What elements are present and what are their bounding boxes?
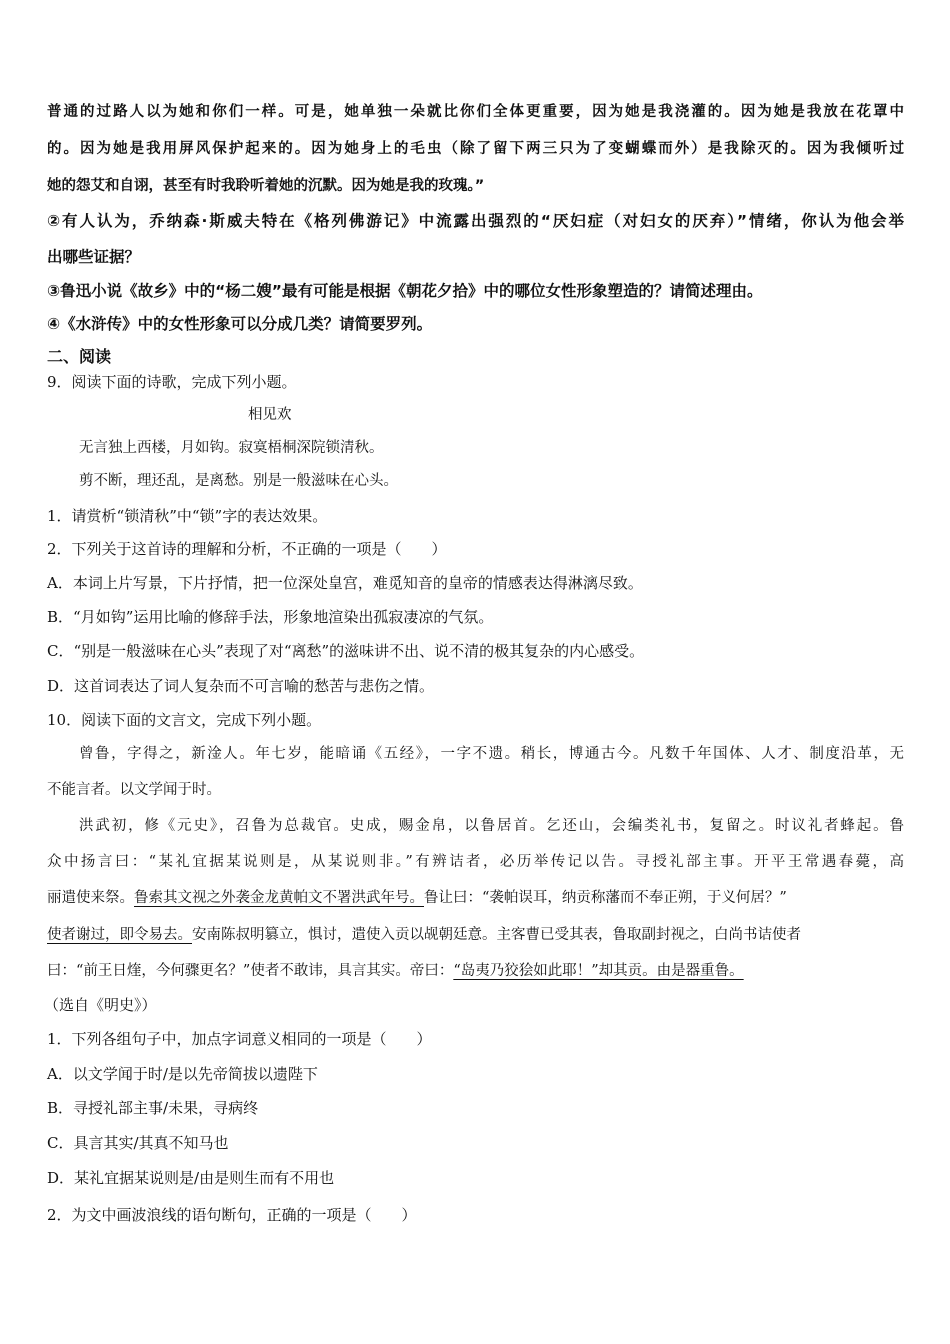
option-a: A．本词上片写景，下片抒情，把一位深处皇宫，难觅知音的皇帝的情感表达得淋漓尽致。 (47, 574, 643, 592)
poem-line: 无言独上西楼，月如钩。寂寞梧桐深院锁清秋。 (79, 440, 384, 456)
q9-sub2: 2．下列关于这首诗的理解和分析，不正确的一项是（ ） (47, 540, 447, 558)
question-2-line2: 出哪些证据？ (47, 248, 141, 266)
passage-line: 的。因为她是我用屏风保护起来的。因为她身上的毛虫（除了留下两三只为了变蝴蝶而外）是我除灭的。因为我倾听过 (47, 141, 904, 157)
classical-text-line: 洪武初，修《元史》，召鲁为总裁官。史成，赐金帛，以鲁居首。乞还山，会编类礼书，复留之。时议礼者蜂起。鲁 (79, 818, 904, 834)
option-b: B．“月如钩”运用比喻的修辞手法，形象地渲染出孤寂凄凉的气氛。 (47, 608, 494, 626)
poem-line: 剪不断，理还乱，是离愁。别是一般滋味在心头。 (79, 473, 398, 489)
passage-line: 普通的过路人以为她和你们一样。可是，她单独一朵就比你们全体更重要，因为她是我浇灌的。因为她是我放在花罩中 (47, 104, 904, 120)
q9-sub1: 1．请赏析“锁清秋”中“锁”字的表达效果。 (47, 507, 328, 525)
classical-text-line: 不能言者。以文学闻于时。 (47, 782, 221, 798)
text-segment: 曰：“前王日煃，今何骤更名？”使者不敢讳，具言其实。帝曰： (47, 963, 454, 979)
classical-text-line (47, 924, 904, 946)
option-d: D．某礼宜据某说则是/由是则生而有不用也 (47, 1169, 335, 1187)
text-segment: 安南陈叔明篡立，惧讨，遣使入贡以觇朝廷意。主客曹已受其表，鲁取副封视之，白尚书诘使者 (192, 927, 801, 943)
underlined-sentence: “岛夷乃狡狯如此耶！”却其贡。由是器重鲁。 (453, 963, 744, 979)
poem-title: 相见欢 (248, 407, 292, 423)
question-2-line1: ②有人认为，乔纳森·斯威夫特在《格列佛游记》中流露出强烈的“厌妇症（对妇女的厌弃）”情绪，你认为他会举 (47, 212, 904, 230)
q10-intro: 10．阅读下面的文言文，完成下列小题。 (47, 711, 322, 729)
q9-intro: 9．阅读下面的诗歌，完成下列小题。 (47, 373, 297, 391)
option-c: C．具言其实/其真不知马也 (47, 1134, 229, 1152)
wavy-underlined-sentence: 鲁索其文视之外袭金龙黄帕文不署洪武年号。 (134, 890, 424, 906)
classical-text-line: 曾鲁，字得之，新淦人。年七岁，能暗诵《五经》，一字不遗。稍长，博通古今。凡数千年国体、人才、制度沿革，无 (79, 746, 904, 762)
option-c: C．“别是一般滋味在心头”表现了对“离愁”的滋味讲不出、说不清的极其复杂的内心感受。 (47, 642, 645, 660)
classical-text-line (47, 887, 904, 909)
text-segment: 鲁让曰：“袭帕误耳，纳贡称藩而不奉正朔，于义何居？” (424, 890, 787, 906)
option-a: A．以文学闻于时/是以先帝简拔以遗陛下 (47, 1065, 318, 1083)
underlined-sentence: 使者谢过，即令易去。 (47, 927, 192, 943)
question-3: ③鲁迅小说《故乡》中的“杨二嫂”最有可能是根据《朝花夕拾》中的哪位女性形象塑造的？请简述理由。 (47, 282, 763, 300)
classical-text-line: 众中扬言曰：“某礼宜据某说则是，从某说则非。”有辨诘者，必历举传记以告。寻授礼部主事。开平王常遇春薨，高 (47, 854, 904, 870)
source-note: （选自《明史》） (44, 996, 157, 1014)
option-d: D．这首词表达了词人复杂而不可言喻的愁苦与悲伤之情。 (47, 677, 435, 695)
q10-sub2: 2．为文中画波浪线的语句断句，正确的一项是（ ） (47, 1206, 417, 1224)
classical-text-line (47, 960, 904, 982)
option-b: B．寻授礼部主事/未果，寻病终 (47, 1099, 259, 1117)
question-4: ④《水浒传》中的女性形象可以分成几类？请简要罗列。 (47, 315, 433, 333)
passage-line: 她的怨艾和自诩，甚至有时我聆听着她的沉默。因为她是我的玫瑰。” (47, 178, 485, 194)
text-segment: 丽遣使来祭。 (47, 890, 134, 906)
section-heading: 二、阅读 (47, 347, 112, 366)
q10-sub1: 1．下列各组句子中，加点字词意义相同的一项是（ ） (47, 1030, 432, 1048)
